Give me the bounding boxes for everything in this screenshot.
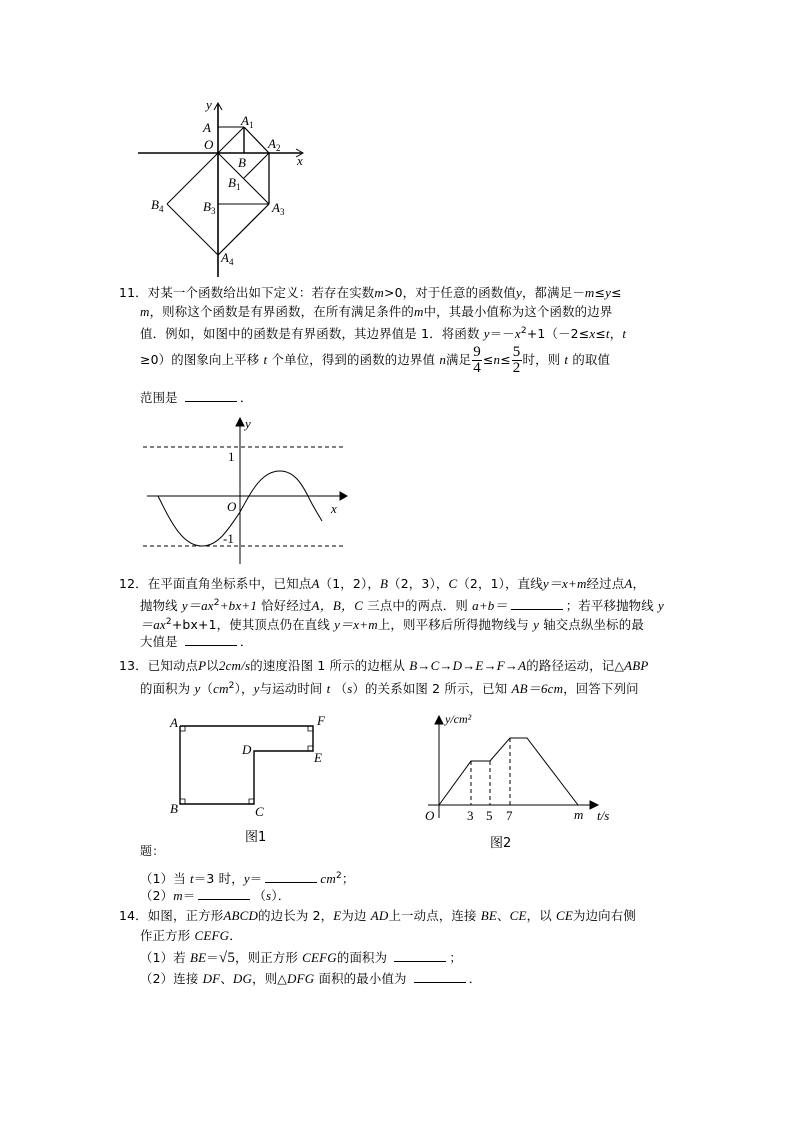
q13-sub-1 xyxy=(140,868,354,887)
label-B4: $B_4$ xyxy=(151,197,164,214)
figure-bounded-function xyxy=(135,410,365,570)
text: 范围是 xyxy=(140,390,178,405)
var-m: m xyxy=(414,304,424,319)
var-C: C xyxy=(448,576,458,591)
text: +1（－2≤ xyxy=(526,326,590,342)
q14-sub-1 xyxy=(140,949,462,966)
text: 的路径运动，记△ xyxy=(526,658,625,673)
squares-spiral-svg xyxy=(130,90,330,280)
label-B1: $B_1$ xyxy=(228,175,241,192)
text: ）． xyxy=(271,888,291,903)
text: ≤ xyxy=(482,352,494,367)
text: 在平面直角坐标系中，已知点 xyxy=(147,576,312,591)
label-O: O xyxy=(227,499,237,514)
q14-sub-2 xyxy=(140,970,481,987)
q14-line-2 xyxy=(140,928,242,944)
text: 已知动点 xyxy=(147,658,199,673)
text: （2，1），直线 xyxy=(457,576,543,591)
frame-svg xyxy=(130,705,350,860)
text: 中，其最小值称为这个函数的边界 xyxy=(423,304,613,319)
equation: y＝ax xyxy=(181,598,214,614)
points: A，B，C xyxy=(311,598,364,614)
text: 如图，正方形 xyxy=(147,908,224,923)
question-number: 14． xyxy=(119,908,148,923)
text: 的取值 xyxy=(572,352,611,367)
var-y: y xyxy=(605,285,612,300)
text: ＝3 时， xyxy=(193,871,244,887)
label-O: O xyxy=(425,808,435,823)
equation: a+b＝ xyxy=(472,598,508,614)
text: 恰好经过 xyxy=(261,598,312,614)
triangle-ABP: ABP xyxy=(624,658,649,673)
text: （ xyxy=(200,681,214,697)
text: ，则△ xyxy=(252,971,288,986)
unit: cm xyxy=(320,871,336,887)
q12-line-1 xyxy=(119,576,645,592)
text: ； xyxy=(449,950,462,965)
text: 值．例如，如图中的函数是有界函数，其边界值是 1．将函数 xyxy=(140,326,480,342)
text: 的面积为 xyxy=(140,681,191,697)
text: （2）连接 xyxy=(140,971,199,986)
text: 满足 xyxy=(446,352,472,367)
caption-figure-2: 图2 xyxy=(490,836,512,851)
var-t: t xyxy=(564,352,569,367)
label-E: E xyxy=(314,750,322,765)
text: 大值是 xyxy=(140,634,178,649)
answer-blank[interactable] xyxy=(511,597,563,610)
answer-blank[interactable] xyxy=(414,970,466,983)
sqrt-5: √5 xyxy=(218,950,236,966)
label-y: y xyxy=(206,97,212,112)
q13-line-1 xyxy=(119,658,649,674)
fraction-9-4: $\frac{9}{4}$ xyxy=(473,344,481,376)
var-t: t xyxy=(190,871,194,887)
var-y: y xyxy=(515,285,522,300)
triangle-DFG: DFG xyxy=(287,971,315,986)
var-y: y xyxy=(243,871,250,887)
text: 为边 xyxy=(341,908,367,923)
label-A: A xyxy=(170,715,178,730)
tick-5: 5 xyxy=(486,808,493,823)
text: 以 xyxy=(206,658,219,673)
label-neg1: -1 xyxy=(223,531,234,546)
superscript: 2 xyxy=(520,326,527,336)
var-y: y xyxy=(194,681,201,697)
text: （1）当 xyxy=(140,871,186,887)
var-n: n xyxy=(493,352,501,367)
chart-svg xyxy=(415,705,615,855)
tick-m: m xyxy=(574,807,584,822)
var-B: B xyxy=(379,576,389,591)
text: ． xyxy=(468,971,482,986)
var-x: x xyxy=(514,326,521,342)
text: ， xyxy=(609,326,623,342)
text: ＝ xyxy=(206,950,219,965)
label-1: 1 xyxy=(228,449,235,464)
q14-line-1 xyxy=(119,908,636,924)
text: 上，则平移后所得抛物线与 xyxy=(377,617,529,633)
segment-AD: AD xyxy=(370,908,389,923)
var-P: P xyxy=(198,658,207,673)
tick-7: 7 xyxy=(506,808,513,823)
q11-line-3 xyxy=(140,323,626,342)
text: 的边长为 2， xyxy=(258,908,334,923)
text: ）， xyxy=(234,681,254,697)
var-y: y xyxy=(253,681,260,697)
text: ≤ xyxy=(611,285,622,300)
superscript: 2 xyxy=(228,681,235,691)
text: ，则正方形 xyxy=(235,950,298,965)
q13-line-3: 题： xyxy=(140,844,165,858)
text: 为边向右侧 xyxy=(573,908,636,923)
label-C: C xyxy=(255,804,264,819)
square-ABCD: ABCD xyxy=(223,908,259,923)
text: 与运动时间 xyxy=(259,681,323,697)
answer-blank[interactable] xyxy=(394,949,446,962)
text: ． xyxy=(229,928,242,943)
text: 、 xyxy=(497,908,510,923)
segment-BE: BE xyxy=(480,908,498,923)
var-t: t xyxy=(326,681,331,697)
text: ≥0）的图象向上平移 xyxy=(140,352,260,367)
text: ＝－ xyxy=(489,326,515,342)
var-t: t xyxy=(605,326,610,342)
answer-blank[interactable] xyxy=(185,633,237,646)
text: ，都满足－ xyxy=(521,285,585,300)
var-E: E xyxy=(333,908,342,923)
text: ≤ xyxy=(594,285,606,300)
segment-DG: DG xyxy=(232,971,253,986)
q11-line-2 xyxy=(140,304,612,320)
text: ≤ xyxy=(500,352,511,367)
q12-line-3 xyxy=(140,614,644,633)
text: 对某一个函数给出如下定义：若存在实数 xyxy=(147,285,375,300)
superscript: 2 xyxy=(165,617,172,627)
segment-CE: CE xyxy=(555,908,573,923)
text: ；若平移抛物线 xyxy=(565,598,654,614)
text: ，回答下列问 xyxy=(563,681,639,697)
text: （2） xyxy=(140,888,174,903)
figure-squares-spiral xyxy=(130,90,330,280)
text: ； xyxy=(341,871,355,887)
var-m: m xyxy=(584,285,595,300)
figure-1-frame xyxy=(130,705,350,860)
question-number: 13． xyxy=(119,658,148,673)
text: 面积的最小值为 xyxy=(318,971,407,986)
text: 上一动点，连接 xyxy=(388,908,477,923)
text: ，以 xyxy=(526,908,552,923)
unit: s xyxy=(347,681,353,697)
equation: ＝ax xyxy=(140,617,166,633)
text: 三点中的两点．则 xyxy=(367,598,468,614)
superscript: 2 xyxy=(213,598,220,608)
var-x: x xyxy=(589,326,596,342)
answer-blank[interactable] xyxy=(185,389,237,402)
q11-line-5 xyxy=(140,389,253,406)
unit: s xyxy=(266,888,272,903)
text: 轴交点纵坐标的最 xyxy=(543,617,644,633)
text: +bx+1，使其顶点仍在直线 xyxy=(171,617,330,633)
text: 、 xyxy=(220,971,233,986)
figure-2-chart xyxy=(415,705,615,855)
q11-line-4 xyxy=(140,343,610,377)
text: ＝ xyxy=(182,888,196,903)
answer-blank[interactable] xyxy=(198,887,250,900)
label-A4: $A_4$ xyxy=(221,250,234,267)
unit: cm xyxy=(213,681,229,697)
var-y: y xyxy=(657,598,664,614)
var-m: m xyxy=(173,888,183,903)
text: （ xyxy=(253,888,267,903)
text: （1，2）， xyxy=(319,576,380,591)
text: ，则称这个函数是有界函数，在所有满足条件的 xyxy=(149,304,414,319)
label-F: F xyxy=(317,713,325,728)
text: 的速度沿图 1 所示的边框从 xyxy=(250,658,406,673)
label-x: x xyxy=(297,153,303,168)
q11-line-1 xyxy=(119,285,622,301)
var-n: n xyxy=(439,352,447,367)
question-number: 12． xyxy=(119,576,148,591)
caption-figure-1: 图1 xyxy=(245,830,267,845)
equation: y＝x+m xyxy=(334,617,378,633)
text: 作正方形 xyxy=(140,928,191,943)
var-y: y xyxy=(533,617,540,633)
text: ≤ xyxy=(595,326,606,342)
equation: y＝x+m xyxy=(542,576,587,591)
label-ylabel: y/cm² xyxy=(445,712,472,726)
text: （2，3）， xyxy=(388,576,449,591)
label-B: B xyxy=(238,155,246,170)
q13-line-2 xyxy=(140,678,639,697)
fraction-5-2: $\frac{5}{2}$ xyxy=(512,344,521,376)
square-CEFG: CEFG xyxy=(302,950,337,965)
label-D: D xyxy=(242,742,252,757)
label-A2: $A_2$ xyxy=(268,136,281,153)
var-A: A xyxy=(311,576,320,591)
label-A3: $A_3$ xyxy=(272,200,285,217)
segment-CE: CE xyxy=(509,908,527,923)
square-CEFG: CEFG xyxy=(194,928,230,943)
answer-blank[interactable] xyxy=(265,870,317,883)
var-t: t xyxy=(263,352,268,367)
segment-DF: DF xyxy=(202,971,221,986)
superscript: 2 xyxy=(335,871,342,881)
tick-3: 3 xyxy=(467,808,474,823)
text: 个单位，得到的函数的边界值 xyxy=(271,352,436,367)
segment-BE: BE xyxy=(190,950,207,965)
var-t: t xyxy=(622,326,627,342)
bounded-function-svg xyxy=(135,410,365,570)
text: ）的关系如图 2 所示，已知 xyxy=(352,681,508,697)
q13-sub-2 xyxy=(140,887,290,904)
text: >0，对于任意的函数值 xyxy=(384,285,516,300)
var-m: m xyxy=(374,285,384,300)
question-number: 11． xyxy=(119,285,148,300)
text: （1）若 xyxy=(140,950,186,965)
text: ＝ xyxy=(249,871,263,887)
text: ． xyxy=(239,634,253,649)
var-m: m xyxy=(140,304,150,319)
label-A1: $A_1$ xyxy=(241,113,254,130)
text: （ xyxy=(334,681,348,697)
label-B: B xyxy=(170,801,178,816)
text: 的面积为 xyxy=(336,950,388,965)
q12-line-2 xyxy=(140,595,664,614)
label-A: A xyxy=(203,120,211,135)
label-xlabel: t/s xyxy=(597,808,610,823)
path: B→C→D→E→F→A xyxy=(409,658,527,673)
text: 经过点 xyxy=(586,576,625,591)
var-A: A xyxy=(624,576,633,591)
var-y: y xyxy=(483,326,490,342)
text: 时，则 xyxy=(522,352,561,367)
speed: 2cm/s xyxy=(218,658,251,673)
label-B3: $B_3$ xyxy=(203,199,216,216)
text: ， xyxy=(632,576,646,591)
label-y: y xyxy=(245,416,251,431)
label-x: x xyxy=(331,501,337,516)
text: 抛物线 xyxy=(140,598,178,614)
q12-line-4 xyxy=(140,633,253,650)
equation: AB＝6cm xyxy=(511,681,564,697)
equation: +bx+1 xyxy=(219,598,258,614)
label-O: O xyxy=(204,137,214,152)
text: ． xyxy=(239,390,253,405)
